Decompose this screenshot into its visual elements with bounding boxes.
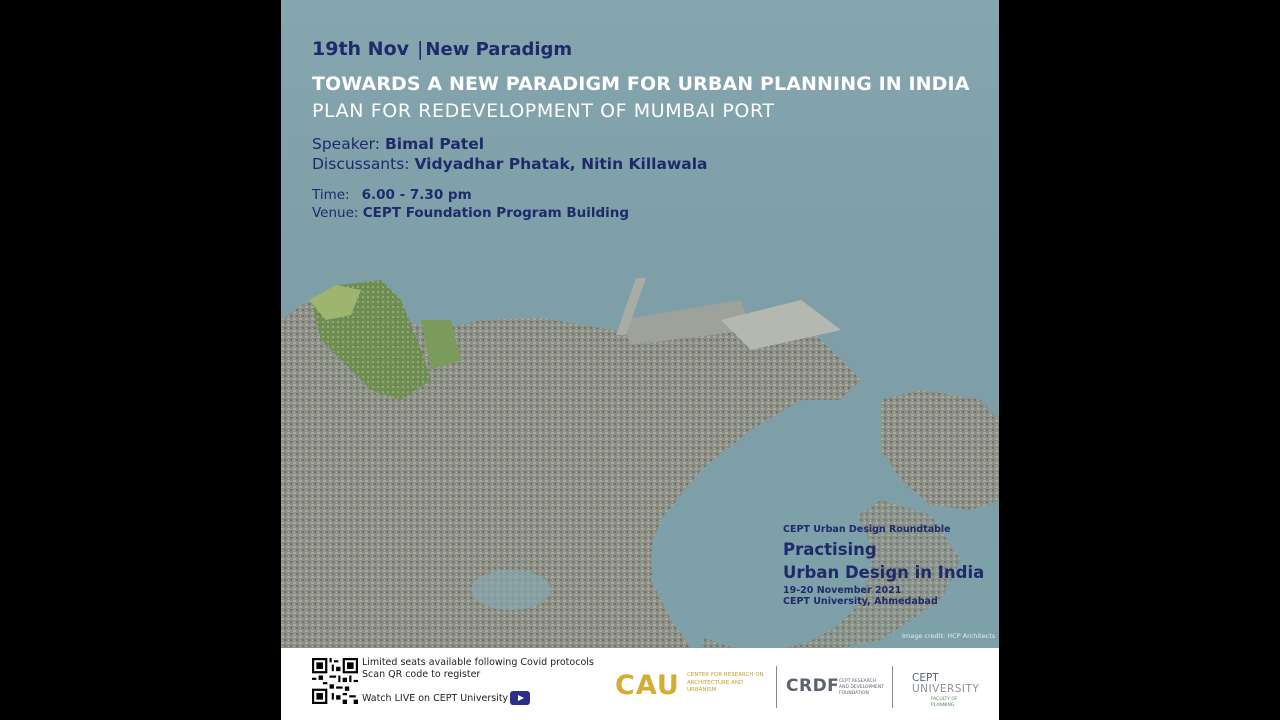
logo-divider (776, 666, 777, 708)
qr-code-icon[interactable] (312, 658, 358, 704)
logo-divider (892, 666, 893, 708)
event-place: CEPT University, Ahmedabad (783, 596, 938, 607)
event-date-line (312, 38, 572, 60)
time-label: Time: (312, 187, 350, 203)
cept-logo-line2: UNIVERSITY (912, 683, 980, 695)
register-notice: Scan QR code to register (362, 669, 481, 680)
time-value: 6.00 - 7.30 pm (361, 187, 472, 203)
event-dates: 19-20 November 2021 (783, 585, 902, 596)
poster-title: TOWARDS A NEW PARADIGM FOR URBAN PLANNING IN INDIA (312, 73, 970, 95)
speaker-line (312, 135, 484, 153)
discussants-label: Discussants: (312, 155, 410, 173)
cept-logo-subtitle: FACULTY OF PLANNING (931, 697, 958, 708)
seats-notice: Limited seats available following Covid protocols (362, 657, 594, 668)
date-separator: | (417, 38, 424, 60)
watch-live-link[interactable]: Watch LIVE on CEPT University (362, 693, 509, 704)
speaker-label: Speaker: (312, 135, 380, 153)
event-series: CEPT Urban Design Roundtable (783, 524, 951, 535)
venue-label: Venue: (312, 205, 359, 221)
poster-subtitle: PLAN FOR REDEVELOPMENT OF MUMBAI PORT (312, 100, 775, 122)
event-name-line2: Urban Design in India (783, 563, 985, 582)
youtube-play-icon[interactable] (510, 691, 530, 705)
discussants-line (312, 155, 708, 173)
image-credit: Image credit: HCP Architects (902, 632, 996, 640)
venue-value: CEPT Foundation Program Building (362, 205, 630, 221)
event-topic: New Paradigm (425, 39, 573, 60)
crdf-logo-subtitle: CEPT RESEARCH AND DEVELOPMENT FOUNDATION (839, 679, 885, 696)
time-line (312, 187, 472, 203)
mumbai-aerial-map (281, 0, 999, 648)
event-date: 19th Nov (312, 38, 410, 60)
speaker-name: Bimal Patel (384, 135, 485, 153)
event-poster (281, 0, 999, 720)
cau-logo-subtitle: CENTER FOR RESEARCH ON ARCHITECTURE AND URBANISM (687, 672, 764, 693)
cau-logo: CAU (615, 670, 680, 701)
venue-line (312, 205, 629, 221)
crdf-logo: CRDF (786, 676, 840, 696)
poster-footer (281, 648, 999, 720)
cept-logo-line1: CEPT (912, 672, 939, 684)
discussants-names: Vidyadhar Phatak, Nitin Killawala (414, 155, 708, 173)
event-name-line1: Practising (783, 540, 877, 559)
